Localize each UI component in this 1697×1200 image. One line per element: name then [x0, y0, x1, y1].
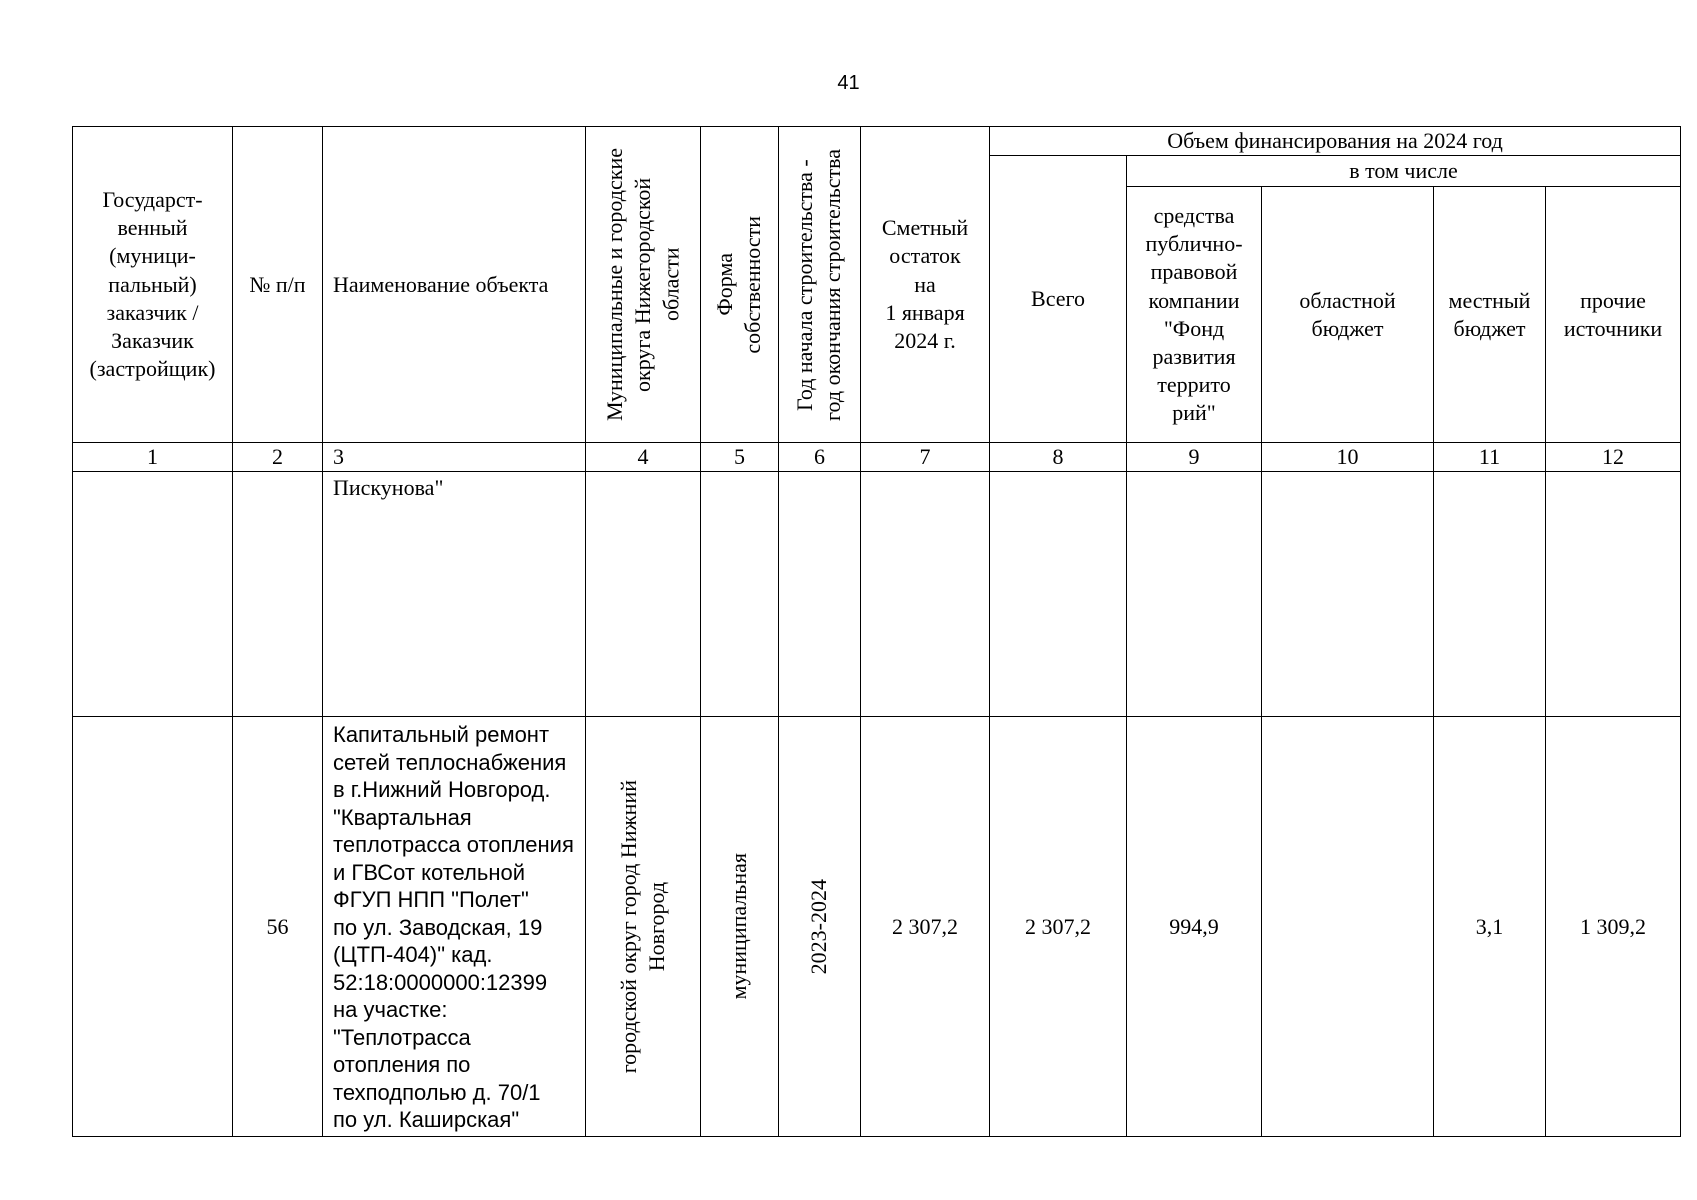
- row-regional: [1262, 717, 1434, 1137]
- header-ownership-label: Форма собственности: [712, 215, 766, 354]
- row-local: [1434, 472, 1546, 717]
- header-object-name: Наименование объекта: [323, 127, 586, 443]
- row-years: [779, 472, 861, 717]
- column-number: 6: [779, 443, 861, 472]
- column-number-row: [73, 443, 1681, 472]
- header-estimate: Сметный остаток на 1 января 2024 г.: [861, 127, 990, 443]
- row-total: [990, 472, 1127, 717]
- header-municipality: [586, 127, 701, 443]
- header-regional: областной бюджет: [1262, 187, 1434, 443]
- row-years-label: 2023-2024: [806, 878, 832, 975]
- row-customer: [73, 717, 233, 1137]
- row-num: [233, 472, 323, 717]
- header-including: в том числе: [1127, 156, 1681, 187]
- header-years-label: Год начала строительства - год окончания строительства: [792, 148, 846, 421]
- table-row: [73, 717, 1681, 1137]
- header-local: местный бюджет: [1434, 187, 1546, 443]
- row-local: 3,1: [1434, 717, 1546, 1137]
- row-ownership: [701, 717, 779, 1137]
- column-number: 11: [1434, 443, 1546, 472]
- column-number: 5: [701, 443, 779, 472]
- row-estimate: 2 307,2: [861, 717, 990, 1137]
- header-other: прочие источники: [1546, 187, 1681, 443]
- header-customer: Государст- венный (муници- пальный) заказчик / Заказчик (застройщик): [73, 127, 233, 443]
- row-regional: [1262, 472, 1434, 717]
- column-number: 7: [861, 443, 990, 472]
- row-total: 2 307,2: [990, 717, 1127, 1137]
- row-fund: [1127, 472, 1262, 717]
- header-total: Всего: [990, 156, 1127, 443]
- page-number: 41: [837, 72, 860, 94]
- header-funding-title: Объем финансирования на 2024 год: [990, 127, 1681, 156]
- column-number: 9: [1127, 443, 1262, 472]
- row-customer: [73, 472, 233, 717]
- row-ownership: [701, 472, 779, 717]
- column-number: 1: [73, 443, 233, 472]
- table-row: [73, 472, 1681, 717]
- header-num: № п/п: [233, 127, 323, 443]
- header-years: [779, 127, 861, 443]
- row-municipality: [586, 472, 701, 717]
- column-number: 8: [990, 443, 1127, 472]
- column-number: 4: [586, 443, 701, 472]
- row-municipality-label: городской округ город Нижний Новгород: [615, 780, 669, 1074]
- column-number: 12: [1546, 443, 1681, 472]
- row-estimate: [861, 472, 990, 717]
- row-years: [779, 717, 861, 1137]
- row-ownership-label: муниципальная: [726, 853, 752, 1000]
- column-number: 2: [233, 443, 323, 472]
- funding-table: [72, 126, 1681, 1137]
- row-object-name: Капитальный ремонт сетей теплоснабжения в г.Нижний Новгород. "Квартальная теплотрасса отопления и ГВСот котельной ФГУП НПП "Полет" по ул. Заводская, 19 (ЦТП-404)" кад. 52:18:0000000:12399 на участке: "Теплотрасса отопления по техподполью д. 70/1 по ул. Каширская": [323, 717, 586, 1137]
- header-fund: средства публично- правовой компании "Фонд развития террито рий": [1127, 187, 1262, 443]
- row-other: 1 309,2: [1546, 717, 1681, 1137]
- header-municipality-label: Муниципальные и городские округа Нижегородской области: [601, 148, 684, 422]
- row-fund: 994,9: [1127, 717, 1262, 1137]
- column-number: 10: [1262, 443, 1434, 472]
- row-municipality: [586, 717, 701, 1137]
- column-number: 3: [323, 443, 586, 472]
- row-num: 56: [233, 717, 323, 1137]
- header-row-1: [73, 127, 1681, 156]
- row-other: [1546, 472, 1681, 717]
- header-ownership: [701, 127, 779, 443]
- row-object-name: Пискунова": [323, 472, 586, 717]
